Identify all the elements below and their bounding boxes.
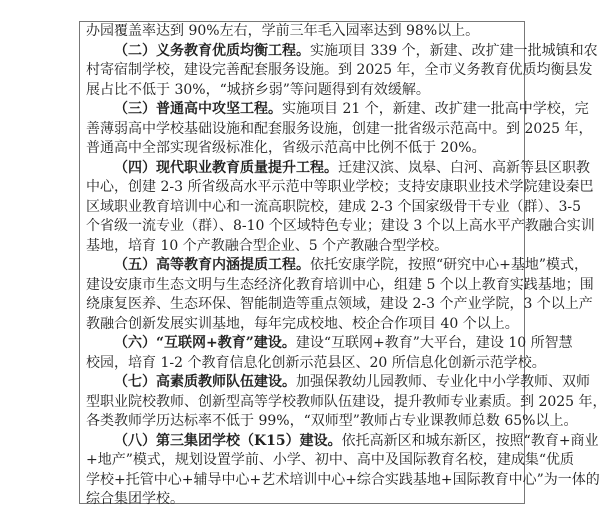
line-text: 基地，培育 10 个产教融合型企业、5 个产教融合型学校。 [86,237,449,254]
line-text: 教融合创新发展实训基地，每年完成校地、校企合作项目 40 个以上。 [86,315,519,332]
text-line [86,315,518,335]
text-line [86,139,518,159]
line-text: 各类教师学历达标率不低于 99%，“双师型”教师占专业课教师总数 65%以上。 [86,413,578,429]
document-text-box [79,21,607,507]
paragraph [86,334,573,373]
text-line [86,373,590,393]
line-text: 依托高新区和城东新区，按照“教育+商业 [341,432,599,449]
line-text: 区域职业教育培训中心和一流高职院校，建成 2-3 个国家级骨干专业（群）、3-5 [86,198,581,215]
paragraph [86,432,600,510]
line-text: 建设“互联网+教育”大平台，建设 10 所智慧 [295,335,573,351]
line-text: +地产”模式，规划设置学前、小学、初中、高中及国际教育名校，建成集“优质 [86,452,575,468]
line-text: 展占比不低于 30%，“城挤乡弱”等问题得到有效缓解。 [86,81,430,98]
line-text: 实施项目 339 个，新建、改扩建一批城镇和农 [310,42,598,59]
section-heading: （四）现代职业教育质量提升工程。 [114,159,338,176]
line-text: 综合集团学校。 [86,491,184,507]
line-text: 校园，培育 1-2 个教育信息化创新示范县区、20 所信息化创新示范学校。 [86,354,546,371]
line-text: 加强保教幼儿园教师、专业化中小学教师、双师 [296,374,590,390]
line-text: 中心，创建 2-3 所省级高水平示范中等职业学校；支持安康职业技术学院建设秦巴 [86,179,594,195]
text-line [86,22,518,42]
text-line [86,81,518,101]
line-text: 办园覆盖率达到 90%左右，学前三年毛入园率达到 98%以上。 [86,23,480,39]
text-line [86,451,575,471]
text-line [86,354,546,374]
text-line [86,412,578,432]
text-line [86,393,607,413]
line-text: 善薄弱高中学校基础设施和配套服务设施，创建一批省级示范高中。到 2025 年， [86,120,593,137]
text-line [86,237,518,257]
line-text: 绕康复医养、生态环保、智能制造等重点领域，建设 2-3 个产业学院，3 个以上产 [86,296,593,312]
line-text: 型职业院校教师、创新型高等学校教师队伍建设，提升教师专业素质。到 2025 年， [86,393,607,410]
paragraph [86,100,593,159]
text-line [86,42,598,62]
section-heading: （八）第三集团学校（K15）建设。 [114,432,342,449]
line-text: 实施项目 21 个，新建、改扩建一批高中学校，完 [282,101,589,117]
line-text: 迁建汉滨、岚皋、白河、高新等县区职教 [338,159,590,176]
text-line [86,120,593,140]
line-text: 个省级一流专业（群）、8-10 个区域特色专业；建设 3 个以上高水平产教融合实训 [86,218,595,234]
text-line [86,334,573,354]
paragraph [86,256,594,334]
paragraph [86,22,518,42]
text-line [86,256,589,276]
text-line [86,490,518,510]
section-heading: （三）普通高中攻坚工程。 [114,101,282,117]
text-line [86,178,594,198]
text-line [86,276,594,296]
section-heading: （六）“互联网+教育”建设。 [114,335,296,351]
section-heading: （七）高素质教师队伍建设。 [114,374,296,390]
line-text: 依托安康学院，按照“研究中心+基地”模式， [310,257,589,273]
text-line [86,432,599,452]
paragraph [86,159,595,257]
line-text: 建设安康市生态文明与生态经济化教育培训中心，组建 5 个以上教育实践基地；围 [86,276,594,293]
text-line [86,295,593,315]
text-line [86,159,590,179]
section-heading: （二）义务教育优质均衡工程。 [114,42,310,59]
line-text: 学校+托管中心+辅导中心+艺术培训中心+综合实践基地+国际教育中心”为一体的 [86,471,600,488]
section-heading: （五）高等教育内涵提质工程。 [114,257,310,273]
line-text: 村寄宿制学校，建设完善配套服务设施。到 2025 年，全市义务教育优质均衡县发 [86,62,593,78]
paragraph [86,373,607,432]
text-line [86,217,595,237]
text-line [86,100,589,120]
text-line [86,61,593,81]
text-line [86,471,600,491]
text-line [86,198,581,218]
line-text: 普通高中全部实现省级标准化，省级示范高中比例不低于 20%。 [86,140,486,156]
paragraph [86,42,598,101]
